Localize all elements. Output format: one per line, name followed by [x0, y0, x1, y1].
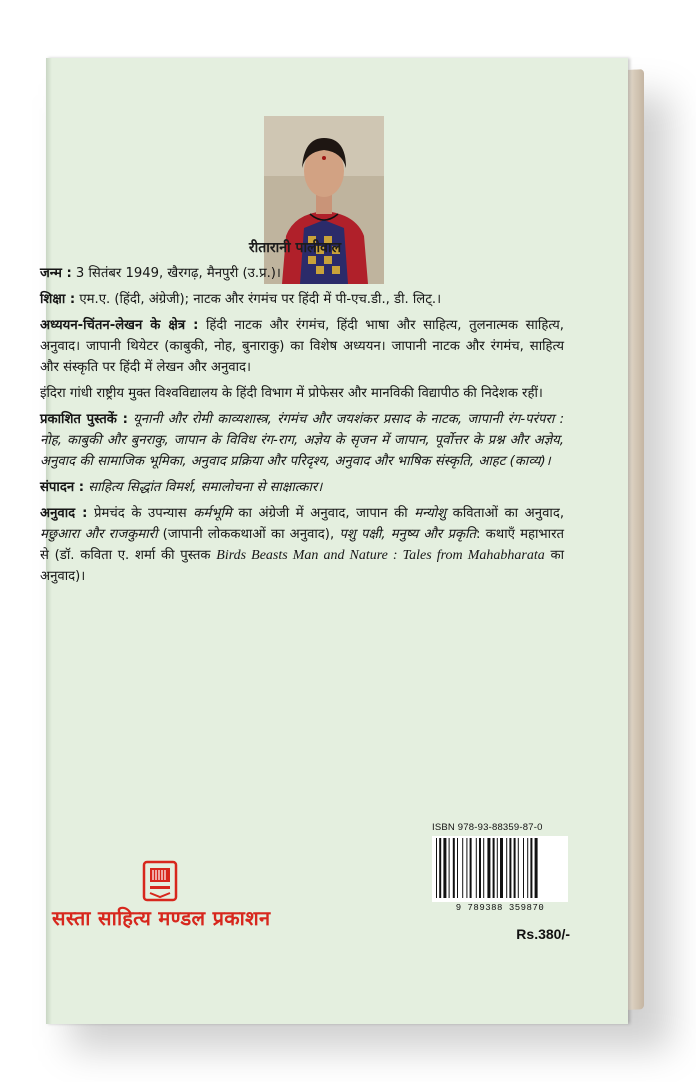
bio-books-label: प्रकाशित पुस्तकें :: [40, 412, 128, 427]
bio-translation-label: अनुवाद :: [40, 506, 88, 521]
bio-translation-karmabhumi: कर्मभूमि: [193, 506, 232, 521]
author-bio: [40, 263, 564, 592]
bio-birth-label: जन्म :: [40, 266, 72, 281]
bio-translation-text-2: का अंग्रेजी में अनुवाद, जापान की: [231, 506, 415, 521]
publisher-name: सस्ता साहित्य मण्डल प्रकाशन: [52, 906, 271, 930]
bio-ignou-text: इंदिरा गांधी राष्ट्रीय मुक्त विश्वविद्यालय के हिंदी विभाग में प्रोफेसर और मानविकी विद्यापीठ की निदेशक रहीं।: [40, 386, 543, 401]
bio-translation-manyoshu: मन्योशु: [414, 506, 447, 521]
bio-translation-text-5: : कथाएँ महाभारत से (डॉ. कविता ए. शर्मा की पुस्तक: [40, 527, 564, 563]
isbn-barcode: [432, 836, 568, 902]
isbn-number: 9 789388 359870: [455, 903, 545, 913]
bio-translation-birds: Birds Beasts Man and Nature : Tales from Mahabharata: [216, 548, 545, 563]
barcode-icon: [432, 836, 568, 902]
bio-editing-label: संपादन :: [40, 480, 85, 495]
author-name: रीतारानी पालीवाल: [248, 240, 342, 256]
bio-translation-text-6: का अनुवाद)।: [40, 548, 565, 584]
bio-fields-text: हिंदी नाटक और रंगमंच, हिंदी भाषा और साहित्य, तुलनात्मक साहित्य, अनुवाद। जापानी थियेटर (काबुकी, नोह, बुनाराकु) का विशेष अध्ययन। जापानी नाटक और रंगमंच, साहित्य और संस्कृति पर हिंदी में लेखन और अनुवाद।: [40, 318, 564, 375]
isbn-label: ISBN 978-93-88359-87-0: [432, 822, 543, 833]
bio-translation-text-1: प्रेमचंद के उपन्यास: [87, 506, 194, 521]
price: Rs.380/-: [516, 926, 570, 942]
bio-birth: [40, 263, 564, 284]
author-photo: [264, 116, 384, 284]
bio-education: [40, 289, 564, 310]
bio-editing-text: साहित्य सिद्धांत विमर्श, समालोचना से साक्षात्कार।: [84, 480, 323, 495]
bio-ignou: [40, 383, 564, 404]
bio-fields-label: अध्ययन-चिंतन-लेखन के क्षेत्र :: [40, 318, 199, 333]
bio-birth-text: 3 सितंबर 1949, खैरगढ़, मैनपुरी (उ.प्र.)।: [71, 266, 281, 281]
bio-translation-text-3: कविताओं का अनुवाद,: [446, 506, 565, 521]
bio-editing: [40, 477, 564, 498]
publisher-logo-icon: [142, 860, 178, 902]
bio-books-text: यूनानी और रोमी काव्यशास्त्र, रंगमंच और जयशंकर प्रसाद के नाटक, जापानी रंग-परंपरा : नोह, काबुकी और बुनराकु, जापान के विविध रंग-राग, अज्ञेय के सृजन में जापान, पूर्वोत्तर के प्रश्न और अज्ञेय, अनुवाद की सामाजिक भूमिका, अनुवाद प्रक्रिया और परिदृश्य, अनुवाद और भाषिक संस्कृति, आहट (काव्य)।: [40, 412, 565, 469]
bio-education-text: एम.ए. (हिंदी, अंग्रेजी); नाटक और रंगमंच पर हिंदी में पी-एच.डी., डी. लिट्.।: [75, 292, 442, 307]
bio-books: [40, 409, 564, 472]
bio-translation-pashu: पशु पक्षी, मनुष्य और प्रकृति: [339, 527, 477, 542]
bio-translation: [40, 503, 564, 587]
bio-fields: [40, 315, 564, 378]
bio-translation-text-4: (जापानी लोककथाओं का अनुवाद),: [157, 527, 340, 542]
bio-translation-machhuara: मछुआरा और राजकुमारी: [40, 527, 158, 542]
bio-education-label: शिक्षा :: [40, 292, 76, 307]
